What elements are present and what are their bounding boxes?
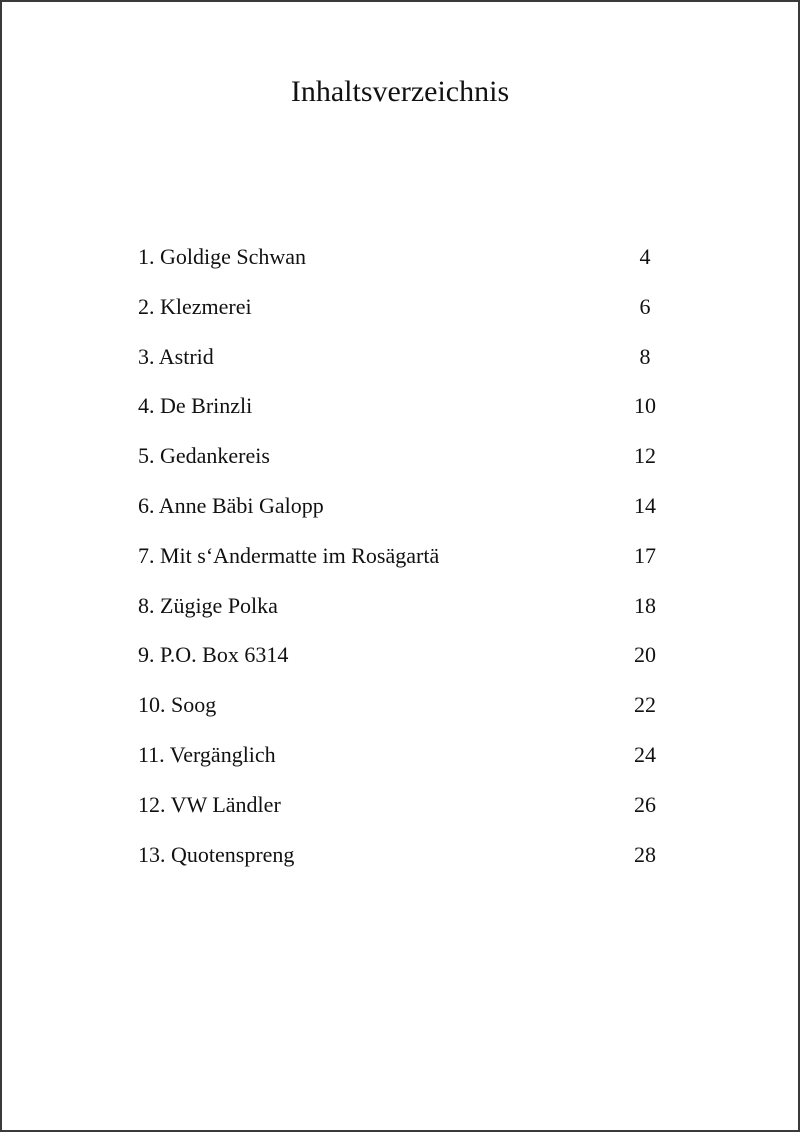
toc-entry-title: 1. Goldige Schwan (138, 244, 307, 269)
toc-entry-title: 5. Gedankereis (138, 443, 270, 469)
toc-entry-title: 13. Quotenspreng (138, 841, 295, 867)
toc-entry (138, 638, 678, 688)
toc-entry-title: 2. Klezmerei (138, 293, 252, 319)
toc-entry-page: 20 (634, 642, 656, 668)
toc-entry (138, 439, 678, 489)
toc-entry (138, 788, 678, 838)
toc-entry-page: 4 (639, 244, 651, 269)
toc-entry-page: 24 (634, 741, 656, 767)
toc-entry (138, 589, 678, 639)
toc-entry (138, 539, 678, 589)
toc-entry-page: 26 (634, 791, 656, 817)
toc-entry-page: 10 (634, 393, 656, 419)
toc-entry-title: 10. Soog (138, 692, 217, 718)
toc-entry-title: 6. Anne Bäbi Galopp (138, 492, 324, 518)
toc-entry-page: 17 (634, 542, 656, 568)
toc-entry-title: 4. De Brinzli (138, 393, 253, 419)
page-title: Inhaltsverzeichnis (290, 75, 510, 108)
table-of-contents (138, 240, 678, 887)
toc-entry-page: 12 (634, 443, 656, 469)
toc-entry-title: 3. Astrid (138, 343, 214, 369)
toc-entry (138, 738, 678, 788)
toc-entry (138, 688, 678, 738)
toc-entry-title: 12. VW Ländler (138, 791, 281, 817)
toc-entry-page: 6 (639, 293, 651, 319)
toc-entry-page: 18 (634, 592, 656, 618)
toc-entry-page: 8 (639, 343, 651, 369)
toc-entry-page: 14 (634, 492, 656, 518)
toc-entry-title: 11. Vergänglich (138, 741, 276, 767)
toc-entry (138, 489, 678, 539)
toc-entry (138, 290, 678, 340)
toc-entry (138, 389, 678, 439)
toc-entry (138, 240, 678, 290)
toc-entry (138, 838, 678, 888)
toc-entry-page: 28 (634, 841, 656, 867)
toc-entry-title: 7. Mit s‘Andermatte im Rosägartä (138, 542, 440, 568)
toc-entry (138, 340, 678, 390)
toc-entry-title: 8. Zügige Polka (138, 592, 278, 618)
toc-entry-page: 22 (634, 692, 656, 718)
toc-entry-title: 9. P.O. Box 6314 (138, 642, 289, 668)
